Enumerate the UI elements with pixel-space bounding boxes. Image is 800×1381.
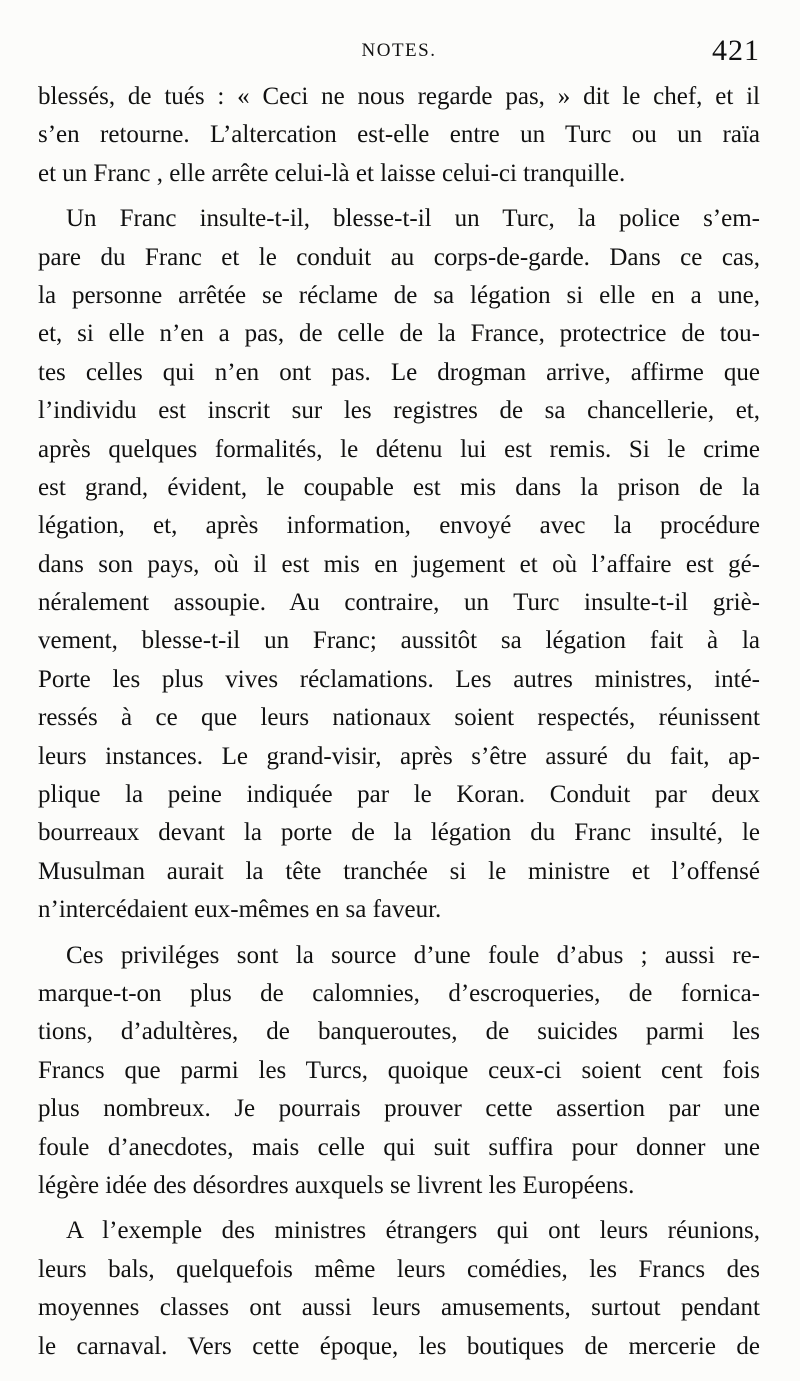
paragraph-gap [38,930,760,937]
text-line: leurs instances. Le grand-visir, après s’être assuré du fait, ap- [38,742,760,770]
text-line: l’individu est inscrit sur les registres de sa chancellerie, et, [38,397,760,425]
text-line: n’intercédaient eux-mêmes en sa faveur. [38,896,442,924]
paragraph [38,937,760,1206]
text-line: plus nombreux. Je pourrais prouver cette assertion par une [38,1095,760,1123]
text-line: ressés à ce que leurs nationaux soient respectés, réunissent [38,704,760,732]
text-line: foule d’anecdotes, mais celle qui suit suffira pour donner une [38,1133,760,1161]
text-line: Ces priviléges sont la source d’une foule d’abus ; aussi re- [66,941,760,969]
text-line: et un Franc , elle arrête celui-là et laisse celui-ci tranquille. [38,159,626,187]
text-line: dans son pays, où il est mis en jugement et où l’affaire est gé- [38,550,760,578]
text-line: légation, et, après information, envoyé avec la procédure [38,512,760,540]
text-line: plique la peine indiquée par le Koran. Conduit par deux [38,781,760,809]
text-line: légère idée des désordres auxquels se livrent les Européens. [38,1171,635,1199]
page-number: 421 [712,34,760,67]
text-line: A l’exemple des ministres étrangers qui ont leurs réunions, [66,1217,760,1245]
page-header [38,34,760,74]
text-line: blessés, de tués : « Ceci ne nous regarde pas, » dit le chef, et il [38,83,760,110]
paragraph [38,1212,760,1366]
paragraph-gap [38,193,760,200]
text-line: le carnaval. Vers cette époque, les boutiques de mercerie de [38,1332,760,1360]
text-line: moyennes classes ont aussi leurs amusements, surtout pendant [38,1294,760,1322]
running-head: NOTES. [361,40,437,61]
text-line: la personne arrêtée se réclame de sa légation si elle en a une, [38,281,760,309]
text-line: est grand, évident, le coupable est mis dans la prison de la [38,473,760,501]
text-line: Musulman aurait la tête tranchée si le ministre et l’offensé [38,857,760,885]
text-line: après quelques formalités, le détenu lui est remis. Si le crime [38,435,760,463]
text-line: pare du Franc et le conduit au corps-de-garde. Dans ce cas, [38,243,760,271]
text-line: tions, d’adultères, de banqueroutes, de suicides parmi les [38,1018,760,1046]
paragraph [38,78,760,193]
text-line: néralement assoupie. Au contraire, un Turc insulte-t-il griè- [38,589,760,617]
paragraph-gap [38,1205,760,1212]
text-line: vement, blesse-t-il un Franc; aussitôt sa légation fait à la [38,627,760,655]
text-line: Un Franc insulte-t-il, blesse-t-il un Turc, la police s’em- [66,205,760,233]
text-line: et, si elle n’en a pas, de celle de la France, protectrice de tou- [38,320,760,348]
body-text [38,78,760,1366]
text-line: s’en retourne. L’altercation est-elle entre un Turc ou un raïa [38,121,760,149]
paragraph [38,200,760,929]
text-line: leurs bals, quelquefois même leurs comédies, les Francs des [38,1255,760,1283]
text-line: Porte les plus vives réclamations. Les autres ministres, inté- [38,665,760,693]
text-line: tes celles qui n’en ont pas. Le drogman arrive, affirme que [38,358,760,386]
text-line: Francs que parmi les Turcs, quoique ceux-ci soient cent fois [38,1056,760,1084]
text-line: marque-t-on plus de calomnies, d’escroqueries, de fornica- [38,979,760,1007]
text-line: bourreaux devant la porte de la légation du Franc insulté, le [38,819,760,847]
